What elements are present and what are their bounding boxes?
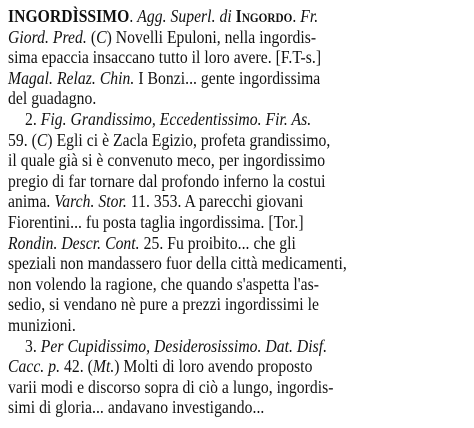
entry-text-segment: simi di gloria... andavano investigando... — [8, 397, 265, 418]
entry-text-segment: ) Molti di loro avendo proposto — [114, 356, 313, 377]
entry-text-segment: sedio, si vendano nè pure a prezzi ingordissimi le — [8, 294, 319, 315]
entry-text-segment: Fiorentini... fu posta taglia ingordissima. [Tor.] — [8, 212, 304, 232]
entry-line — [8, 293, 319, 315]
entry-text-segment: speziali non mandassero fuor della città medicamenti, — [8, 253, 347, 274]
entry-line — [8, 211, 304, 233]
entry-line — [8, 5, 318, 27]
entry-text-segment: Mt. — [92, 356, 115, 377]
entry-text-segment: 42. ( — [60, 356, 93, 377]
entry-text-segment: Cacc. p. — [8, 356, 61, 377]
entry-line — [8, 87, 96, 109]
headword: INGORDÌSSIMO — [8, 6, 130, 26]
entry-line — [8, 252, 347, 274]
entry-text-segment: ( — [86, 26, 97, 47]
entry-text-segment: 59. ( — [8, 129, 37, 150]
entry-text-segment: 3. — [25, 335, 41, 356]
entry-line — [25, 335, 327, 357]
entry-line — [8, 314, 76, 336]
entry-text-segment: anima. — [8, 191, 55, 212]
entry-text-segment: pregio di far tornare dal profondo inferno la costui — [8, 170, 326, 191]
entry-text-segment: Per Cupidissimo, Desiderosissimo. Dat. Disf. — [40, 335, 328, 356]
entry-text-segment: C — [36, 129, 48, 150]
entry-line — [8, 376, 333, 398]
entry-text-segment: il quale già si è convenuto meco, per ingordissimo — [8, 150, 326, 171]
entry-text-segment: Fr. — [300, 6, 319, 26]
entry-line — [8, 129, 330, 151]
entry-text-segment: Magal. Relaz. Chin. — [8, 67, 135, 88]
entry-text-segment: Fig. Grandissimo, Eccedentissimo. Fir. As. — [40, 109, 312, 129]
entry-line — [8, 273, 319, 295]
entry-text-segment: 11. 353. A parecchi giovani — [126, 191, 304, 212]
entry-text-segment: Rondin. Descr. Cont. — [8, 232, 140, 253]
entry-line — [8, 26, 316, 48]
entry-line — [8, 170, 326, 192]
entry-text-segment: non volendo la ragione, che quando s'aspetta l'as- — [8, 273, 319, 294]
entry-text-segment: C — [96, 26, 107, 47]
entry-text-segment: Varch. Stor. — [54, 191, 127, 212]
entry-line — [8, 46, 321, 68]
entry-text-segment: . — [292, 6, 301, 26]
entry-text-segment: 2. — [25, 109, 41, 129]
entry-line — [8, 232, 296, 254]
entry-text-segment: munizioni. — [8, 315, 76, 335]
entry-text-segment: Ingordo — [235, 6, 293, 26]
entry-text-segment: ) Novelli Epuloni, nella ingordis- — [106, 26, 317, 47]
entry-text-segment: del guadagno. — [8, 88, 97, 109]
entry-line — [8, 396, 264, 418]
entry-text-segment: ) Egli ci è Zacla Egizio, profeta grandissimo, — [47, 129, 331, 150]
entry-line — [8, 190, 303, 212]
entry-text-segment: I Bonzi... gente ingordissima — [134, 67, 321, 88]
entry-text-segment: varii modi e discorso sopra di ciò a lungo, ingordis- — [8, 376, 334, 397]
entry-text-segment: sima epaccia insaccano tutto il loro avere. [F.T-s.] — [8, 47, 322, 68]
entry-text-segment: Agg. Superl. di — [137, 6, 236, 26]
entry-text-segment: 25. Fu proibito... che gli — [139, 232, 296, 253]
entry-line — [8, 355, 312, 377]
entry-text-segment: . — [129, 6, 138, 26]
entry-line — [25, 108, 311, 130]
entry-line — [8, 149, 325, 171]
entry-text-segment: Giord. Pred. — [8, 26, 87, 47]
entry-line — [8, 67, 320, 89]
